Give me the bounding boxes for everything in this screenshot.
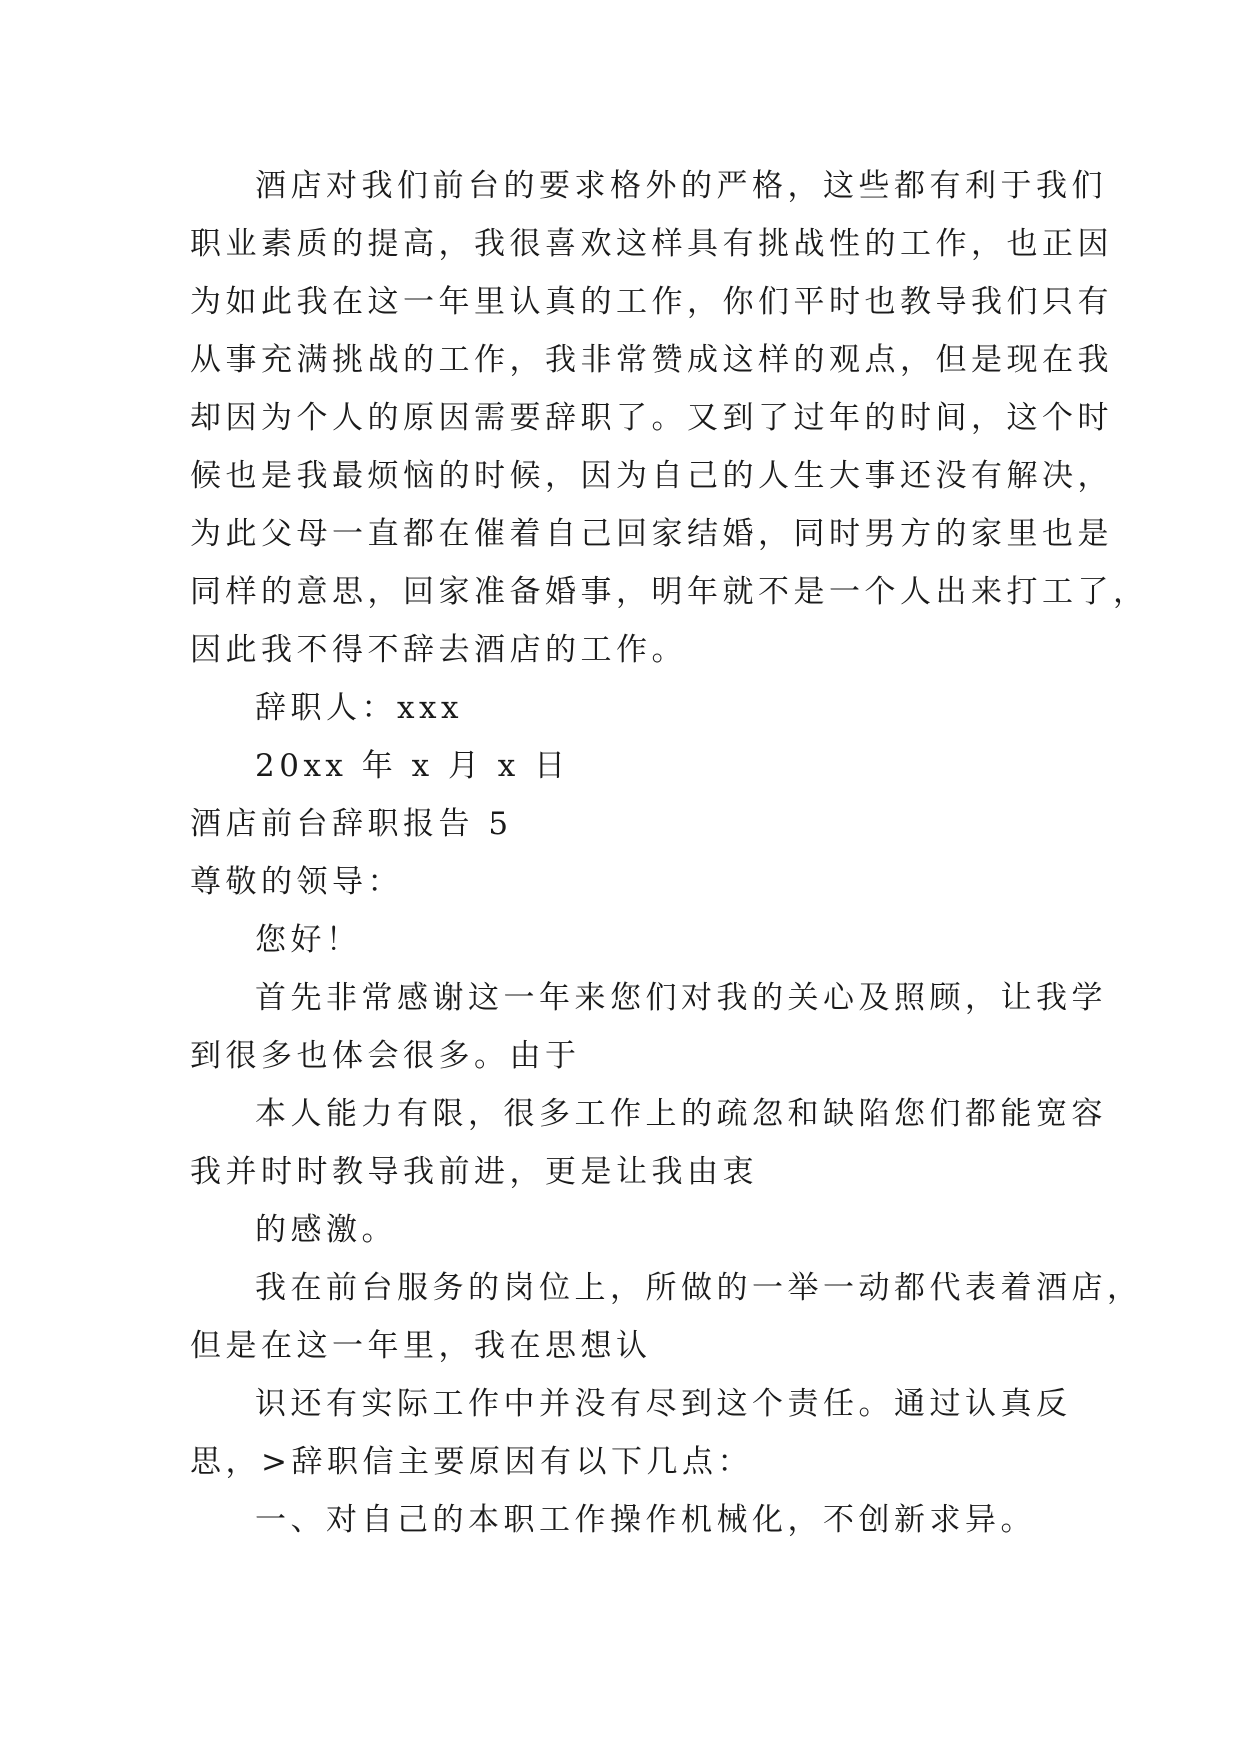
body-text-line: 识还有实际工作中并没有尽到这个责任。通过认真反 — [255, 1386, 1072, 1422]
body-text-line: 的感激。 — [255, 1212, 397, 1248]
greeting: 您好！ — [255, 922, 362, 958]
body-text-line: 但是在这一年里，我在思想认 — [190, 1328, 652, 1364]
body-text-line: 为此父母一直都在催着自己回家结婚，同时男方的家里也是 — [190, 516, 1113, 552]
section-title: 酒店前台辞职报告 5 — [190, 806, 513, 842]
body-text-line: 酒店对我们前台的要求格外的严格，这些都有利于我们 — [255, 168, 1107, 204]
date-line: 20xx 年 x 月 x 日 — [255, 748, 570, 784]
signature-line: 辞职人：xxx — [255, 690, 463, 726]
body-text-line: 我并时时教导我前进，更是让我由衷 — [190, 1154, 758, 1190]
body-text-line: 我在前台服务的岗位上，所做的一举一动都代表着酒店， — [255, 1270, 1143, 1306]
body-text-line: 思，>辞职信主要原因有以下几点： — [190, 1444, 753, 1480]
body-text-line: 却因为个人的原因需要辞职了。又到了过年的时间，这个时 — [190, 400, 1113, 436]
body-text-line: 本人能力有限，很多工作上的疏忽和缺陷您们都能宽容 — [255, 1096, 1107, 1132]
salutation: 尊敬的领导： — [190, 864, 403, 900]
body-text-line: 同样的意思，回家准备婚事，明年就不是一个人出来打工了， — [190, 574, 1149, 610]
body-text-line: 为如此我在这一年里认真的工作，你们平时也教导我们只有 — [190, 284, 1113, 320]
body-text-line: 从事充满挑战的工作，我非常赞成这样的观点，但是现在我 — [190, 342, 1113, 378]
body-text-line: 首先非常感谢这一年来您们对我的关心及照顾，让我学 — [255, 980, 1107, 1016]
body-text-line: 一、对自己的本职工作操作机械化，不创新求异。 — [255, 1502, 1036, 1538]
body-text-line: 到很多也体会很多。由于 — [190, 1038, 581, 1074]
body-text-line: 候也是我最烦恼的时候，因为自己的人生大事还没有解决， — [190, 458, 1113, 494]
body-text-line: 因此我不得不辞去酒店的工作。 — [190, 632, 687, 668]
body-text-line: 职业素质的提高，我很喜欢这样具有挑战性的工作，也正因 — [190, 226, 1113, 262]
